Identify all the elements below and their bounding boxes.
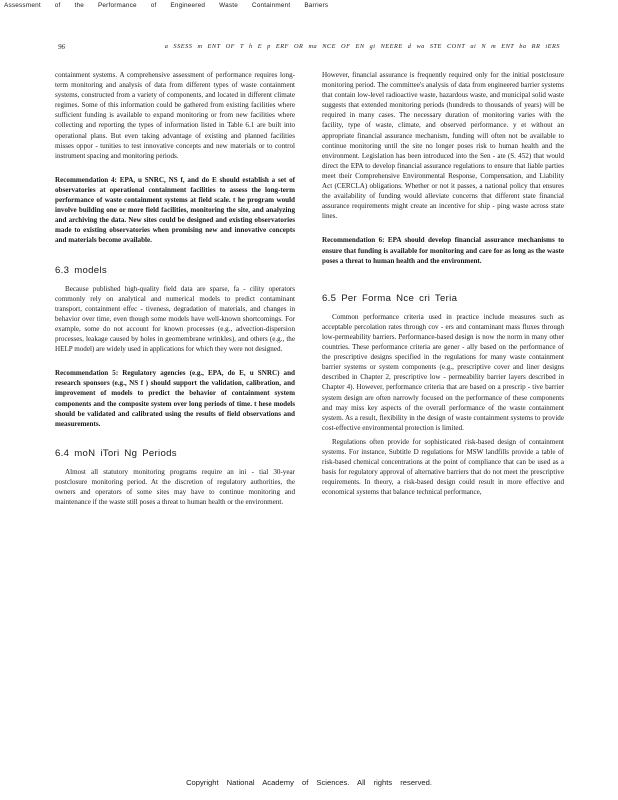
document-title-header: Assessment of the Performance of Engineered Waste Containment Barriers [4,2,329,9]
paragraph: containment systems. A comprehensive assessment of performance requires long-term monitoring and analysis of data from different types of waste containment systems, constructed from a variety of components, and located in different climate regimes. Some of this information could be gathered from existing facilities where sufficient funding is available to expand monitoring or from new facilities where collecting and reporting the types of information listed in Table 6.1 are built into operational plans. But even taking advantage of existing and planned facilities misses oppor - tunities to test innovative concepts and new materials or to control instrument spacing and monitoring periods. [55,71,295,160]
section-heading-6-3: 6.3 models [55,264,107,276]
right-column [322,70,564,501]
paragraph: Common performance criteria used in practice include measures such as acceptable percolation rates through cov - ers and contaminant mass fluxes through low-permeability barriers. Performance-based design is now the norm in many other countries. These performance criteria are gener - ally based on the performance of the prescriptive designs specified in the regulations for many waste containment barrier systems or system components (e.g., prescriptive cover and liner designs described in Chapter 2, prescriptive low - permeability barrier layers described in Chapter 4). However, performance criteria that are based on a prescrip - tive barrier system design are often narrowly focused on the performance of these components and may miss key aspects of the overall performance of the waste containment system. As a result, flexibility in the design of waste containment systems to provide cost-effective environmental protection is limited. [322,312,564,432]
paragraph: However, financial assurance is frequently required only for the initial postclosure monitoring period. The committee's analysis of data from engineered barrier systems that contain low-level radioactive waste, hazardous waste, and municipal solid waste suggests that extended monitoring periods (hundreds to thousands of years) will be required in many cases. The necessary duration of monitoring varies with the facility, type of waste, climate, and observed performance. y et without an appropriate financial assurance mechanism, funding will often not be available to continue monitoring until the site no longer poses risk to human health and the environment. Legislation has been introduced into the Sen - ate (S. 452) that would direct the EPA to develop financial assurance regulations to ensure that liable parties meet their Comprehensive Environmental Response, Compensation, and Liability Act (CERCLA) obligations. Whether or not it passes, a national policy that ensures the availability of funding would alleviate concerns that different state financial assurance requirements might create an incentive for ship - ping waste across state lines. [322,71,564,221]
copyright-footer: Copyright National Academy of Sciences. All rights reserved. [186,778,432,787]
recommendation-5: Recommendation 5: Regulatory agencies (e.g., EPA, do E, u SNRC) and research sponsors (e.g., NS f ) should support the validation, calibration, and improvement of models to predict the behavior of containment system components and the composite system over long periods of time. t hese models should be validated and calibrated using the results of field observations and measurements. [55,369,295,428]
recommendation-6: Recommendation 6: EPA should develop financial assurance mechanisms to ensure that funding is available for monitoring and care for as long as the waste poses a threat to human health and the environment. [322,236,564,265]
paragraph: Because published high-quality field data are sparse, fa - cility operators commonly rely on analytical and numerical models to predict contaminant transport, containment effec - tiveness, degradation of materials, and changes in behavior over time, even though some models have well-known shortcomings. For example, some do not account for known processes (e.g., advection-dispersion processes, leakage caused by holes in geomembrane wrinkles), and others (e.g., the HELP model) are widely used in applications for which they were not designed. [55,284,295,354]
page-number: 96 [58,43,65,51]
section-heading-6-4: 6.4 moN iTori Ng Periods [55,447,177,459]
section-heading-6-5: 6.5 Per Forma Nce cri Teria [322,292,458,304]
left-column [55,70,295,511]
paragraph: Regulations often provide for sophisticated risk-based design of containment systems. For instance, Subtitle D regulations for MSW landfills provide a table of risk-based chemical concentrations at the point of compliance that can be used as a basis for regulatory approval of alternative barriers that do not meet the prescriptive requirements. In theory, a risk-based design could result in more effective and economical systems that balance technical performance, [322,437,564,497]
running-head: a SSESS m ENT OF T h E p ERF OR ma NCE OF EN gi NEERE d wa STE CONT ai N m ENT ba RR iERS [164,43,560,50]
paragraph: Almost all statutory monitoring programs require an ini - tial 30-year postclosure monitoring period. At the discretion of regulatory authorities, the owners and operators of some sites may have to continue monitoring and maintenance if the waste still poses a threat to human health or the environment. [55,467,295,507]
recommendation-4: Recommendation 4: EPA, u SNRC, NS f, and do E should establish a set of observatories at operational containment facilities to assess the long-term performance of waste containment systems at field scale. t he program would involve building one or more field facilities, monitoring the site, and analyzing and archiving the data. New sites could be designed and existing observatories made to existing observatories when promising new and innovative concepts and materials become available. [55,175,295,245]
